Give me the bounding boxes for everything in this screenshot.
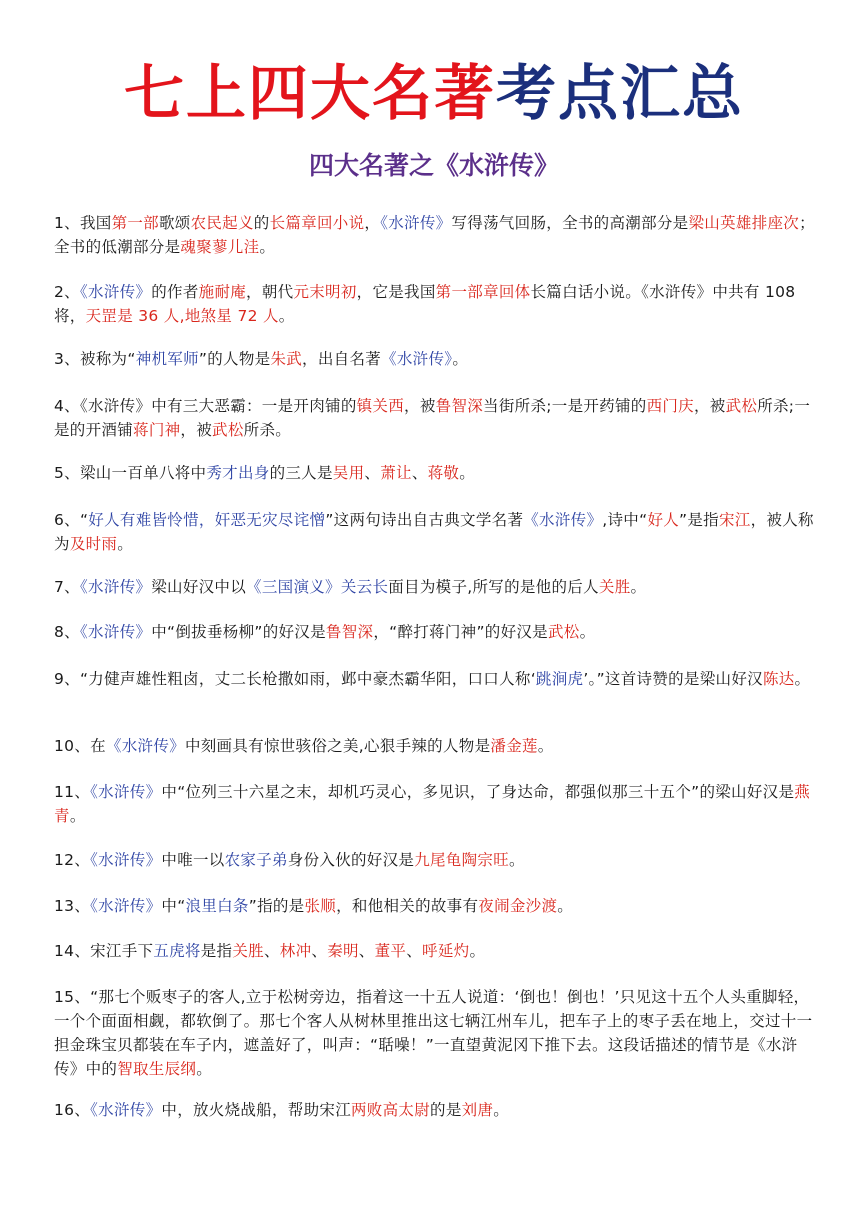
page-title [0,56,868,132]
text-segment: ，被 [180,421,213,439]
text-segment: ，被人称为 [54,511,814,553]
text-segment: 。 [794,670,811,688]
text-segment: 中唯一以 [161,851,225,869]
highlight-answer: 关胜 [598,578,631,596]
text-segment: 所杀;一是的开酒铺 [54,397,811,439]
highlight-answer: 呼延灼 [422,942,470,960]
text-segment: 歌颂 [158,214,191,232]
highlight-answer: 吴用 [332,464,365,482]
text-segment: 8、 [54,623,80,641]
highlight-answer: 张顺 [304,897,337,915]
item-7 [54,575,818,599]
highlight-keyword: 《水浒传》 [90,897,162,915]
text-segment: ；全书的低潮部分是 [54,214,815,256]
text-segment: ’。”这首诗赞的是梁山好汉 [583,670,763,688]
text-segment: 。 [196,1060,213,1078]
highlight-answer: 鲁智深 [325,623,374,641]
text-segment: 是指 [200,942,233,960]
highlight-keyword: 秀才出身 [206,464,270,482]
item-1 [54,211,818,259]
highlight-answer: 燕青 [54,783,811,825]
highlight-answer: 及时雨 [69,535,118,553]
text-segment: ”这两句诗出自古典文学名著 [325,511,524,529]
item-13 [54,894,818,918]
text-segment: ”指的是 [248,897,305,915]
text-segment: 的三人是 [269,464,333,482]
text-segment: 1、我国 [54,214,112,232]
section-subtitle: 四大名著之《水浒传》 [308,151,559,180]
highlight-answer: 施耐庵 [198,283,247,301]
text-segment: 中“倒拔垂杨柳”的好汉是 [151,623,326,641]
text-segment: ，和他相关的故事有 [336,897,479,915]
highlight-keyword: 五虎将 [153,942,201,960]
text-segment: 。 [579,623,596,641]
highlight-answer: 关胜 [232,942,264,960]
highlight-answer: 元末明初 [293,283,357,301]
highlight-keyword: 跳涧虎 [535,670,584,688]
text-segment: 身份入伙的好汉是 [287,851,415,869]
highlight-answer: 长篇章回小说 [269,214,365,232]
text-segment: 。 [537,737,554,755]
highlight-answer: 武松 [212,421,244,439]
highlight-answer: 农民起义 [190,214,254,232]
text-segment: ”的人物是 [198,350,271,368]
text-segment: 中，放火烧战船，帮助宋江 [161,1101,351,1119]
highlight-keyword: 《水浒传》 [79,578,152,596]
text-segment: 。 [557,897,574,915]
text-segment: ，它是我国 [356,283,436,301]
highlight-answer: 朱武 [270,350,303,368]
highlight-answer: 第一部 [111,214,159,232]
text-segment: 所杀。 [243,421,292,439]
text-segment: 。 [459,464,476,482]
text-segment: ”是指 [679,511,719,529]
highlight-keyword: 《三国演义》关云长 [246,578,389,596]
highlight-keyword: 《水浒传》 [90,1101,162,1119]
highlight-answer: 智取生辰纲 [117,1060,197,1078]
highlight-keyword: 《水浒传》 [79,283,152,301]
highlight-answer: 西门庆 [646,397,694,415]
text-segment: 的作者 [151,283,199,301]
text-segment: ，“醉打蒋门神”的好汉是 [373,623,548,641]
text-segment: 2、 [54,283,80,301]
text-segment: 。 [509,851,525,869]
text-segment: 4、《水浒传》中有三大恶霸：一是开肉铺的 [54,397,357,415]
text-segment: 写得荡气回肠，全书的高潮部分是 [451,214,689,232]
text-segment: ，被 [404,397,436,415]
item-11 [54,780,818,828]
text-segment: 中“ [161,897,186,915]
text-segment: 16、 [54,1101,91,1119]
highlight-answer: 镇关西 [356,397,405,415]
text-segment: ,诗中“ [602,511,648,529]
highlight-keyword: 《水浒传》 [90,851,162,869]
highlight-keyword: 神机军师 [135,350,199,368]
item-16 [54,1098,818,1122]
text-segment: 梁山好汉中以 [151,578,247,596]
highlight-keyword: 《水浒传》 [381,350,453,368]
highlight-answer: 第一部章回体 [435,283,531,301]
text-segment: 当街所杀;一是开药铺的 [483,397,647,415]
title-part-red: 七上四大名著 [124,59,496,129]
item-8 [54,620,818,644]
text-segment: 的是 [430,1101,462,1119]
text-segment: 5、梁山一百单八将中 [54,464,207,482]
highlight-answer: 天罡是 36 人,地煞星 72 人 [85,307,279,325]
highlight-answer: 夜闹金沙渡 [478,897,558,915]
text-segment: 、 [358,942,375,960]
text-segment: 6、“ [54,511,89,529]
highlight-keyword: 农家子弟 [224,851,288,869]
highlight-answer: 魂聚蓼儿洼 [180,238,260,256]
highlight-keyword: 《水浒传》 [523,511,603,529]
highlight-answer: 武松 [547,623,580,641]
text-segment: ， [364,214,381,232]
highlight-keyword: 《水浒传》 [105,737,185,755]
item-5 [54,461,818,485]
text-segment: 。 [452,350,469,368]
text-segment: 中“位列三十六星之末，却机巧灵心，多见识，了身达命，都强似那三十五个”的梁山好汉是 [161,783,795,801]
highlight-answer: 蒋门神 [133,421,181,439]
item-9 [54,667,818,691]
highlight-answer: 鲁智深 [435,397,484,415]
highlight-answer: 陈达 [762,670,795,688]
text-segment: 11、 [54,783,91,801]
text-segment: 。 [117,535,134,553]
text-segment: 、 [411,464,428,482]
text-segment: 、 [406,942,423,960]
text-segment: 9、“力健声雄性粗卤，丈二长枪撒如雨，邺中豪杰霸华阳，口口人称‘ [54,670,536,688]
text-segment: 13、 [54,897,91,915]
item-4 [54,394,818,442]
highlight-answer: 林冲 [279,942,312,960]
text-segment: 12、 [54,851,91,869]
text-segment: ，朝代 [246,283,294,301]
item-3 [54,347,818,371]
highlight-answer: 两败高太尉 [351,1101,431,1119]
text-segment: 。 [278,307,295,325]
highlight-answer: 九尾龟陶宗旺 [414,851,510,869]
highlight-answer: 秦明 [327,942,359,960]
text-segment: 3、被称为“ [54,350,136,368]
text-segment: 。 [493,1101,510,1119]
text-segment: 。 [69,807,86,825]
text-segment: 中刻画具有惊世骇俗之美,心狠手辣的人物是 [184,737,491,755]
highlight-answer: 武松 [725,397,758,415]
text-segment: 长篇白话小说。《水浒传》中共有 108 将， [54,283,796,325]
item-15 [54,985,818,1081]
highlight-answer: 潘金莲 [490,737,538,755]
text-segment: 7、 [54,578,80,596]
text-segment: 14、宋江手下 [54,942,154,960]
highlight-answer: 刘唐 [461,1101,494,1119]
highlight-answer: 宋江 [718,511,751,529]
item-2 [54,280,818,328]
highlight-keyword: 《水浒传》 [79,623,152,641]
text-segment: 面目为模子,所写的是他的后人 [388,578,599,596]
text-segment: 的 [253,214,270,232]
text-segment: 。 [469,942,486,960]
highlight-keyword: 浪里白条 [185,897,249,915]
text-segment: 、 [364,464,381,482]
text-segment: ，出自名著 [302,350,382,368]
highlight-answer: 董平 [374,942,407,960]
highlight-answer: 萧让 [380,464,412,482]
item-12 [54,848,818,872]
highlight-answer: 好人 [647,511,680,529]
highlight-keyword: 好人有难皆怜惜，奸恶无灾尽诧憎 [88,511,326,529]
text-segment: 15、“那七个贩枣子的客人,立于松树旁边，指着这一十五人说道：‘倒也！倒也！’只见这十五个人头重脚轻，一个个面面相觑，都软倒了。那七个客人从树林里推出这七辆江州车儿，把车子上的枣子丢在地上，交过十一担金珠宝贝都装在车子内，遮盖好了，叫声：“聒噪！”一直望黄泥冈下推下去。这段话描述的情节是《水浒传》中的 [54,988,813,1078]
title-part-blue: 考点汇总 [496,59,744,129]
text-segment: ，被 [693,397,726,415]
highlight-answer: 蒋敬 [427,464,460,482]
text-segment: 。 [630,578,647,596]
item-14 [54,939,818,963]
text-segment: 10、在 [54,737,106,755]
text-segment: 、 [311,942,328,960]
highlight-keyword: 《水浒传》 [380,214,452,232]
highlight-keyword: 《水浒传》 [90,783,162,801]
text-segment: 、 [263,942,280,960]
text-segment: 。 [259,238,276,256]
item-6 [54,508,818,556]
item-10 [54,734,818,758]
highlight-answer: 梁山英雄排座次 [688,214,800,232]
